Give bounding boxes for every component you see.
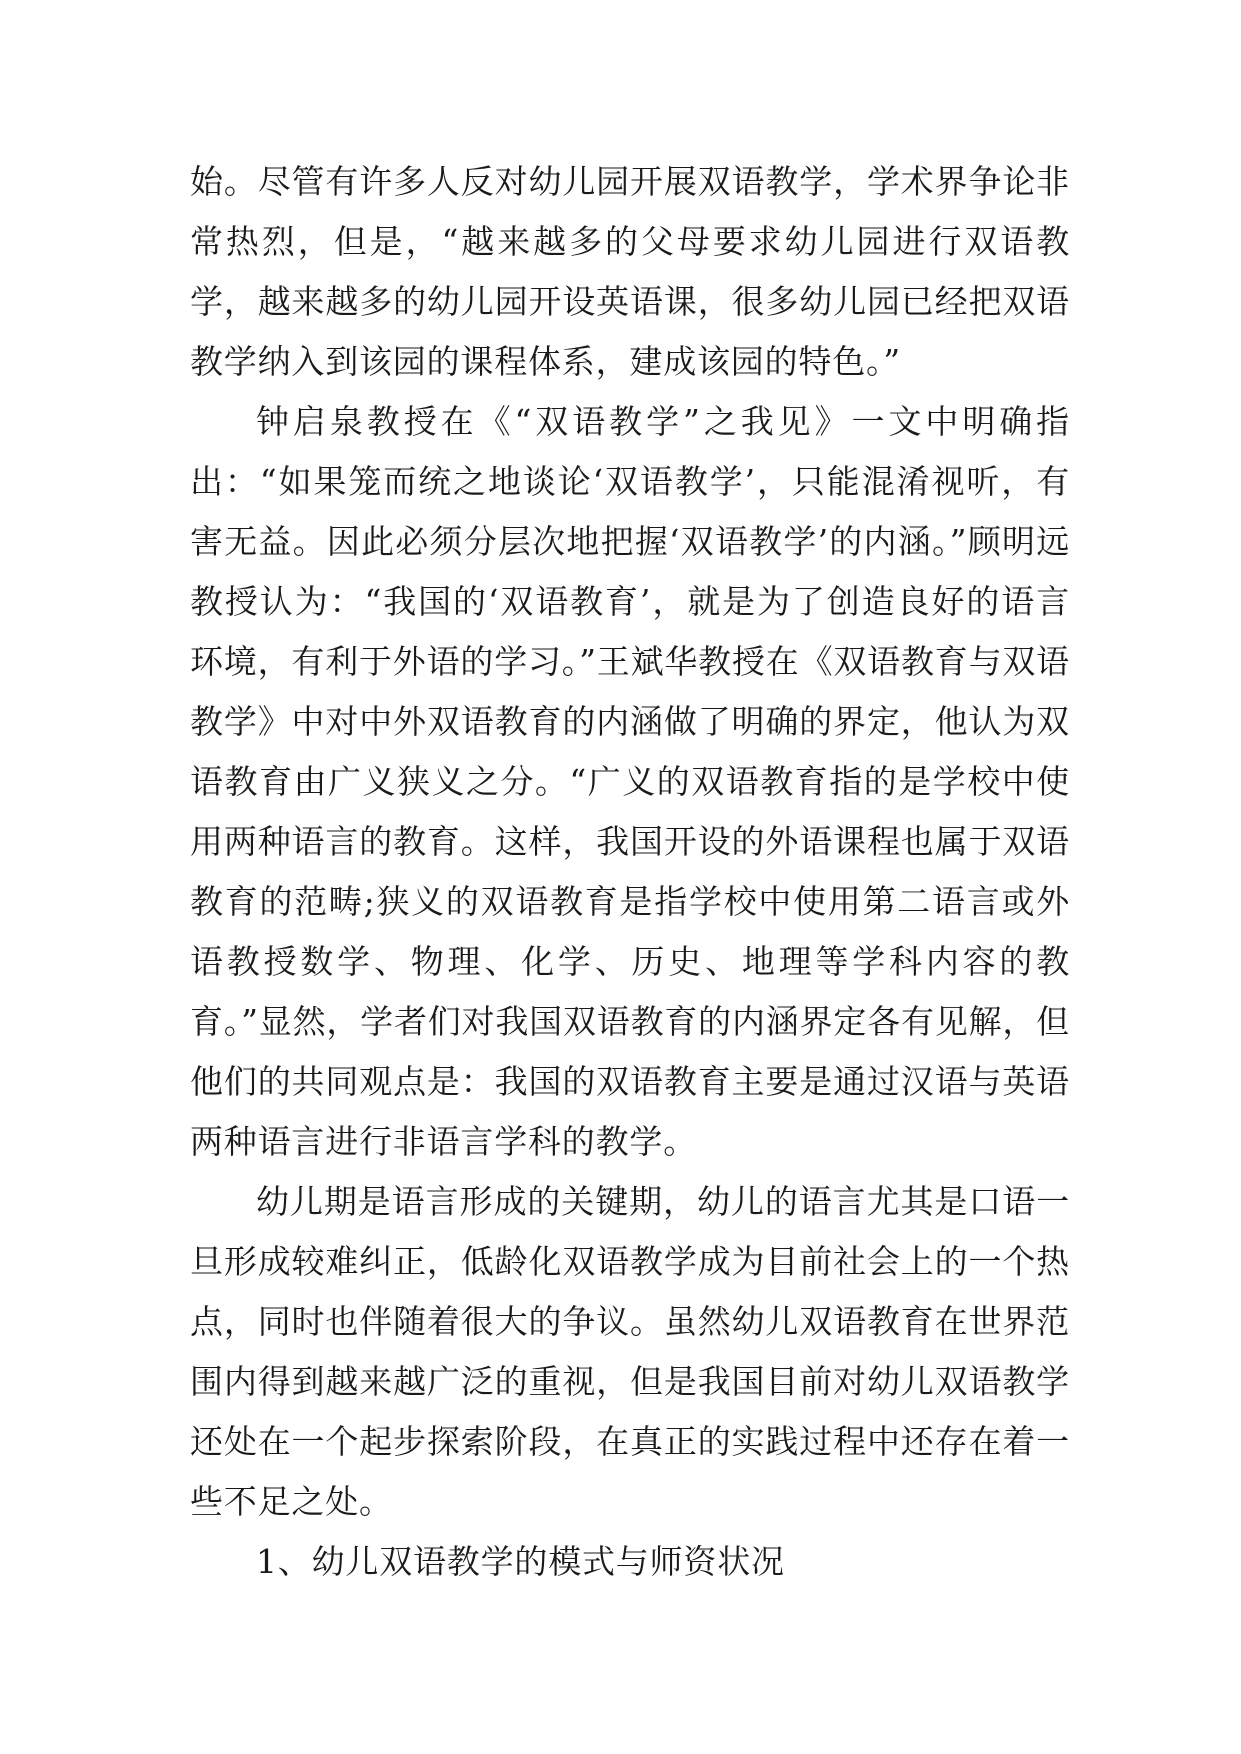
body-text [190,152,1070,1592]
paragraph-critical-period: 幼儿期是语言形成的关键期，幼儿的语言尤其是口语一旦形成较难纠正，低龄化双语教学成为目前社会上的一个热点，同时也伴随着很大的争议。虽然幼儿双语教育在世界范围内得到越来越广泛的重视，但是我国目前对幼儿双语教学还处在一个起步探索阶段，在真正的实践过程中还存在着一些不足之处。 [190,1182,1070,1521]
section-heading: 1、幼儿双语教学的模式与师资状况 [256,1542,785,1581]
paragraph-scholars-views: 钟启泉教授在《“双语教学”之我见》一文中明确指出：“如果笼而统之地谈论‘双语教学’，只能混淆视听，有害无益。因此必须分层次地把握‘双语教学’的内涵。”顾明远教授认为：“我国的‘双语教育’，就是为了创造良好的语言环境，有利于外语的学习。”王斌华教授在《双语教育与双语教学》中对中外双语教育的内涵做了明确的界定，他认为双语教育由广义狭义之分。“广义的双语教育指的是学校中使用两种语言的教育。这样，我国开设的外语课程也属于双语教育的范畴;狭义的双语教育是指学校中使用第二语言或外语教授数学、物理、化学、历史、地理等学科内容的教育。”显然，学者们对我国双语教育的内涵界定各有见解，但他们的共同观点是：我国的双语教育主要是通过汉语与英语两种语言进行非语言学科的教学。 [190,402,1070,1161]
paragraph-continuation: 始。尽管有许多人反对幼儿园开展双语教学，学术界争论非常热烈，但是，“越来越多的父母要求幼儿园进行双语教学，越来越多的幼儿园开设英语课，很多幼儿园已经把双语教学纳入到该园的课程体系，建成该园的特色。” [190,162,1070,381]
